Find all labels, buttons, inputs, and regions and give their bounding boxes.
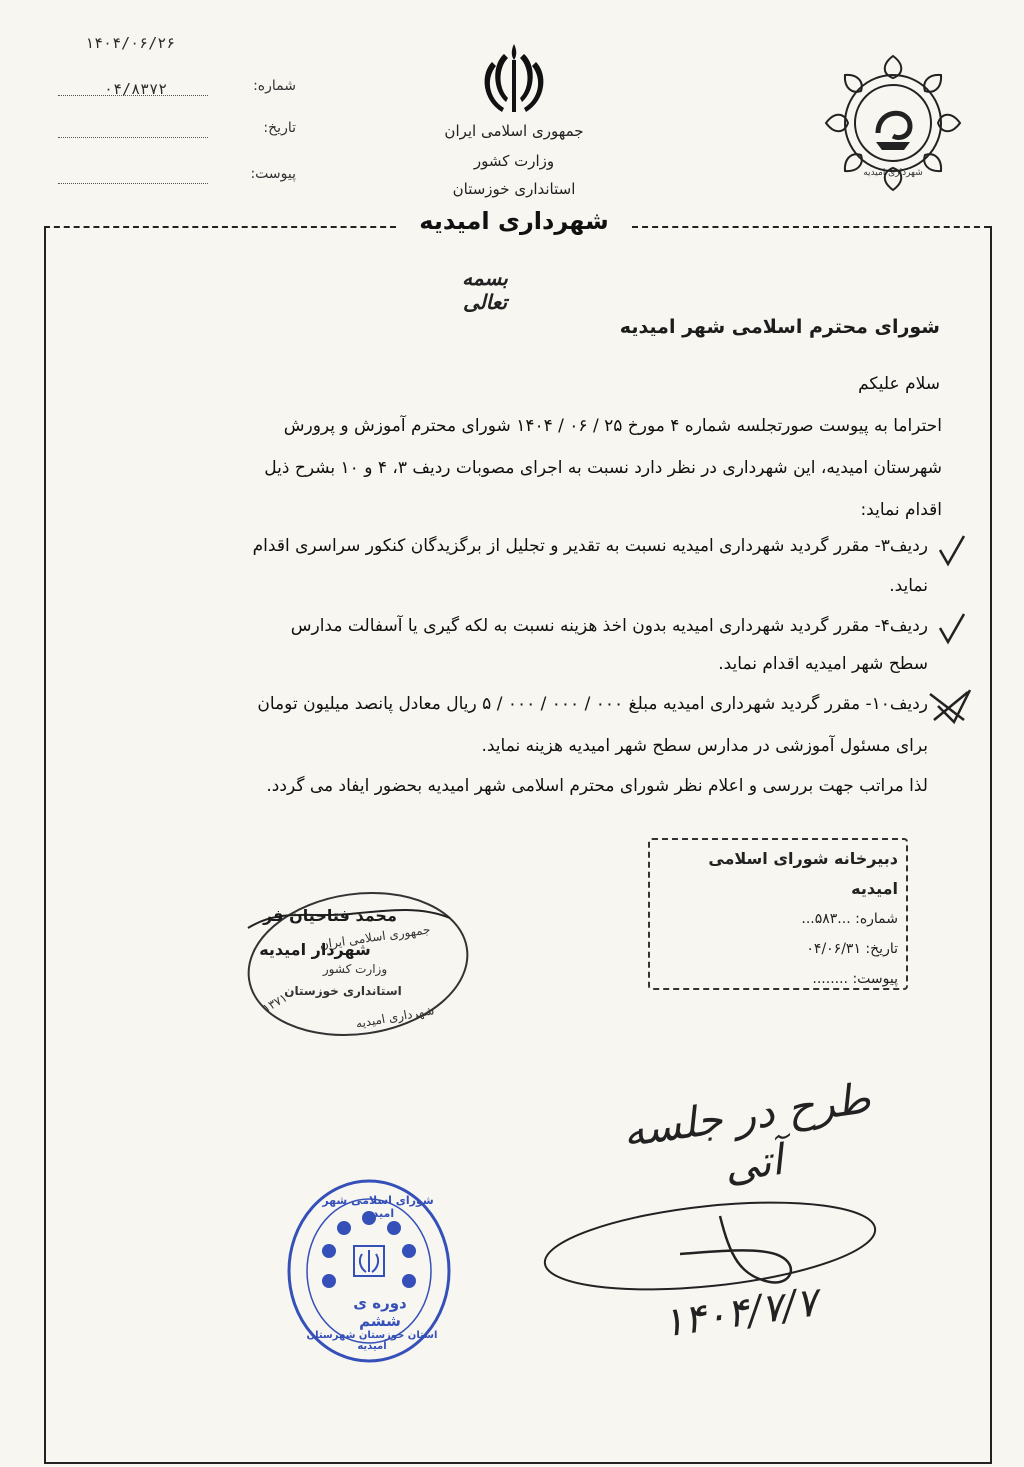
handwritten-note: طرح در جلسه آتی <box>619 1073 874 1192</box>
body-line-3: اقدام نماید: <box>860 500 942 520</box>
clause-4-line-1: ردیف۴- مقرر گردید شهرداری امیدیه بدون اخذ هزینه نسبت به لکه گیری یا آسفالت مدارس <box>290 616 928 636</box>
logo-caption: شهرداری امیدیه <box>863 168 923 178</box>
council-seal-bottom: استان خوزستان شهرستان امیدیه <box>306 1330 438 1352</box>
seal-governorate: استانداری خوزستان <box>284 984 402 998</box>
secretariat-date: تاریخ: ۰۴/۰۶/۳۱ <box>806 941 898 957</box>
secretariat-title: دبیرخانه شورای اسلامی امیدیه <box>708 849 898 898</box>
top-date: ۱۴۰۴/۰۶/۲۶ <box>85 34 176 52</box>
secretariat-attachment: پیوست: ........ <box>812 971 898 987</box>
iran-emblem-icon <box>478 40 550 120</box>
council-seal-middle: دوره ی ششم <box>353 1294 407 1330</box>
clause-3-line-1: ردیف۳- مقرر گردید شهرداری امیدیه نسبت به تقدیر و تجلیل از برگزیدگان کنکور سراسری اقدام <box>252 536 928 556</box>
clause-10-line-1: ردیف۱۰- مقرر گردید شهرداری امیدیه مبلغ ۰۰۰ / ۰۰۰ / ۰۰۰ / ۵ ریال معادل پانصد میلیون تومان <box>257 694 928 714</box>
number-value: ۰۴/۸۳۷۲ <box>104 80 168 98</box>
frame-top-right <box>632 226 990 228</box>
seal-ministry: وزارت کشور <box>322 962 388 976</box>
body-line-2: شهرستان امیدیه، این شهرداری در نظر دارد نسبت به اجرای مصوبات ردیف ۳، ۴ و ۱۰ بشرح ذیل <box>264 458 942 478</box>
clause-10-line-2: برای مسئول آموزشی در مدارس سطح شهر امیدیه هزینه نماید. <box>481 736 928 756</box>
secretariat-stamp <box>648 838 908 990</box>
date-dots <box>58 136 208 138</box>
clause-4-line-2: سطح شهر امیدیه اقدام نماید. <box>718 654 928 674</box>
closing-line: لذا مراتب جهت بررسی و اعلام نظر شورای محترم اسلامی شهر امیدیه بحضور ایفاد می گردد. <box>266 776 928 796</box>
clause-3-line-2: نماید. <box>889 576 928 596</box>
date-label: تاریخ: <box>263 120 296 136</box>
council-seal-top: شورای اسلامی شهر امیدیه <box>322 1194 434 1220</box>
cross-mark-icon <box>924 686 974 726</box>
seal-top-text: جمهوری اسلامی ایران <box>318 922 432 952</box>
handwritten-date: ۱۴۰۴/۷/۷ <box>659 1279 821 1347</box>
seal-year: ۱۳۷۱ <box>260 990 290 1016</box>
mayor-title: شهردار امیدیه <box>259 940 371 959</box>
seal-bottom: شهرداری امیدیه <box>354 1003 436 1031</box>
addressee: شورای محترم اسلامی شهر امیدیه <box>619 316 940 338</box>
attachment-label: پیوست: <box>250 166 296 182</box>
checkmark-icon <box>936 612 966 646</box>
header-governorate: استانداری خوزستان <box>452 180 576 198</box>
greeting: سلام علیکم <box>858 374 940 394</box>
number-label: شماره: <box>253 78 296 94</box>
secretariat-number: شماره: ...۵۸۳... <box>801 911 898 927</box>
bismillah: بسمه تعالی <box>462 266 508 314</box>
body-line-1: احتراما به پیوست صورتجلسه شماره ۴ مورخ ۲۵ / ۰۶ / ۱۴۰۴ شورای محترم آموزش و پرورش <box>283 416 942 436</box>
mayor-name: محمد فتاحیان فر <box>263 906 397 925</box>
header-ministry: وزارت کشور <box>473 152 555 170</box>
frame-top-left <box>44 226 396 228</box>
attachment-dots <box>58 182 208 184</box>
checkmark-icon <box>936 534 966 568</box>
header-country: جمهوری اسلامی ایران <box>444 122 584 140</box>
organization-title: شهرداری امیدیه <box>419 207 609 235</box>
